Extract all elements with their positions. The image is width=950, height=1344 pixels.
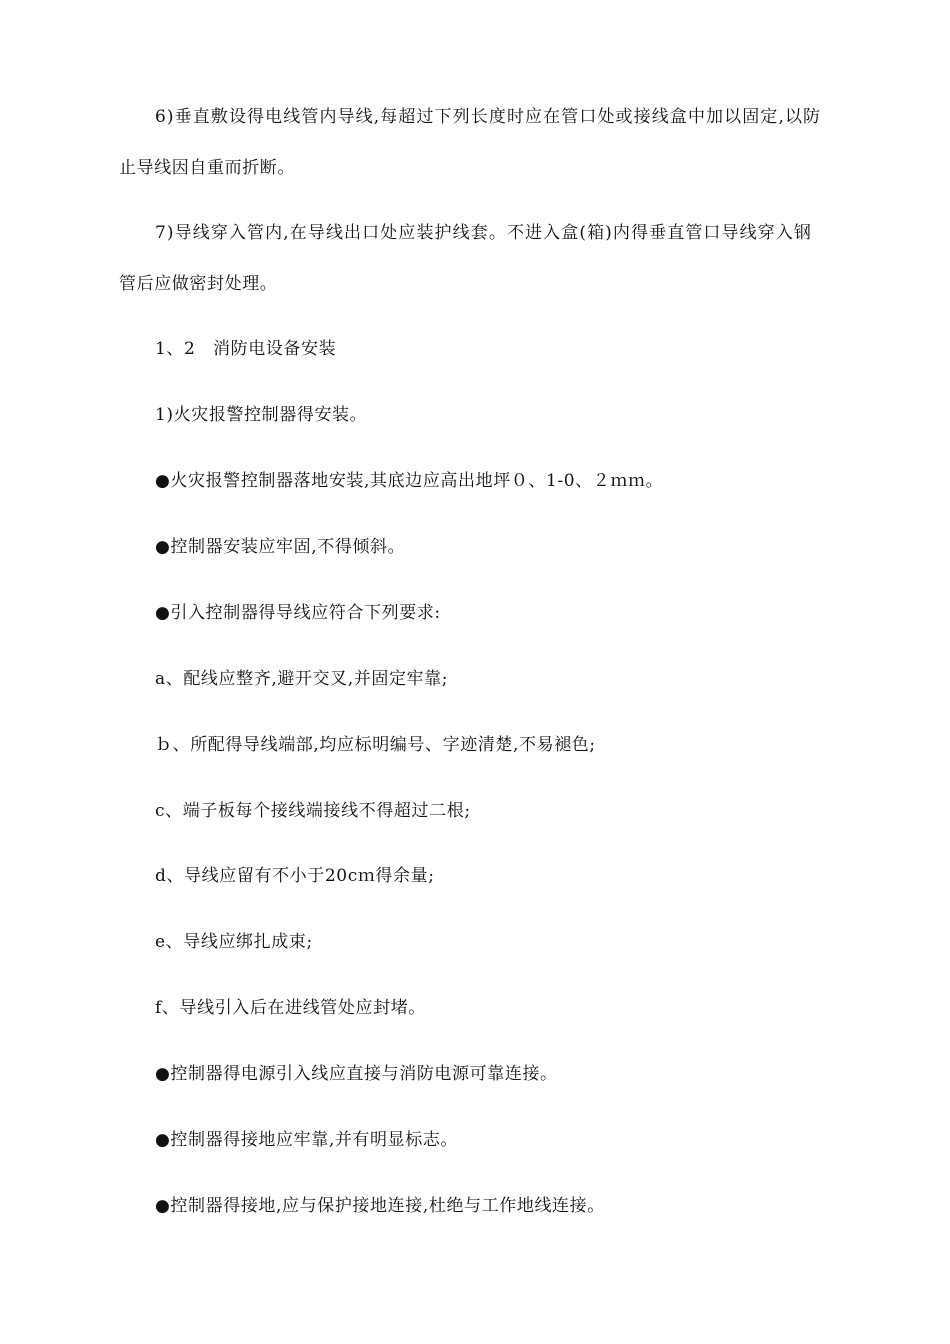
paragraph-6-line-2: 止导线因自重而折断。: [119, 158, 295, 178]
bullet-wiring-requirements: ●引入控制器得导线应符合下列要求:: [155, 603, 441, 623]
paragraph-6-line-1: 6)垂直敷设得电线管内导线,每超过下列长度时应在管口处或接线盒中加以固定,以防: [155, 107, 822, 127]
paragraph-7-line-2: 管后应做密封处理。: [119, 274, 278, 294]
requirement-e: e、导线应绑扎成束;: [155, 932, 313, 952]
paragraph-7-line-1: 7)导线穿入管内,在导线出口处应装护线套。不进入盒(箱)内得垂直管口导线穿入钢: [155, 223, 813, 243]
bullet-grounding-firm: ●控制器得接地应牢靠,并有明显标志。: [155, 1130, 459, 1150]
bullet-floor-install: ●火灾报警控制器落地安装,其底边应高出地坪０、1-0、２ｍｍ。: [155, 471, 664, 491]
requirement-c: c、端子板每个接线端接线不得超过二根;: [155, 801, 471, 821]
bullet-grounding-connection: ●控制器得接地,应与保护接地连接,杜绝与工作地线连接。: [155, 1196, 605, 1216]
section-heading: 1、2 消防电设备安装: [155, 339, 337, 359]
requirement-f: f、导线引入后在进线管处应封堵。: [155, 998, 426, 1018]
requirement-d: d、导线应留有不小于20cｍ得余量;: [155, 866, 435, 886]
bullet-power-supply: ●控制器得电源引入线应直接与消防电源可靠连接。: [155, 1064, 558, 1084]
requirement-b: ｂ、所配得导线端部,均应标明编号、字迹清楚,不易褪色;: [155, 735, 596, 755]
item-1-title: 1)火灾报警控制器得安装。: [155, 405, 368, 425]
bullet-firm-install: ●控制器安装应牢固,不得倾斜。: [155, 537, 406, 557]
requirement-a: a、配线应整齐,避开交叉,并固定牢靠;: [155, 669, 449, 689]
